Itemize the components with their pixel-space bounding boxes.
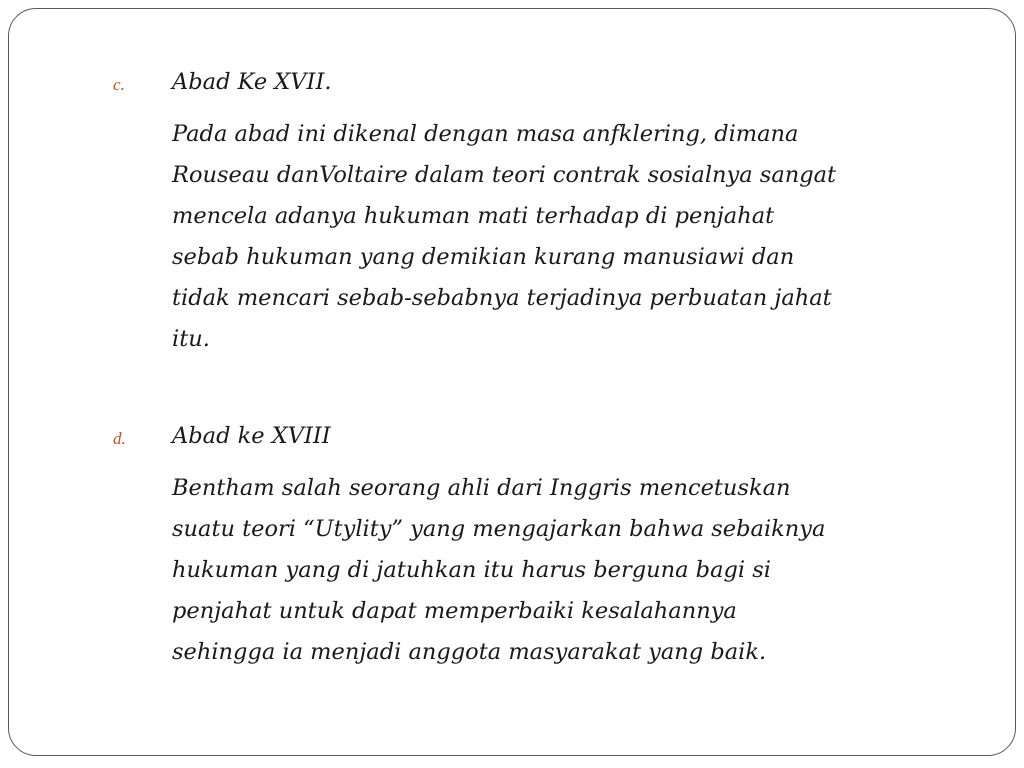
list-marker: c. [113,75,125,94]
paragraph-line: Rouseau danVoltaire dalam teori contrak sosialnya sangat [172,162,837,188]
paragraph-line: hukuman yang di jatuhkan itu harus berguna bagi si [172,557,771,583]
paragraph-line: sebab hukuman yang demikian kurang manusiawi dan [172,244,795,270]
list-marker: d. [113,429,126,448]
paragraph-line: mencela adanya hukuman mati terhadap di penjahat [172,203,775,229]
paragraph-line: penjahat untuk dapat memperbaiki kesalahannya [172,598,737,624]
section-heading: Abad Ke XVII. [172,69,332,95]
paragraph-line: Bentham salah seorang ahli dari Inggris mencetuskan [172,475,791,501]
paragraph-line: Pada abad ini dikenal dengan masa anfklering, dimana [172,121,799,147]
paragraph-line: suatu teori “Utylity” yang mengajarkan bahwa sebaiknya [172,516,826,542]
section-heading: Abad ke XVIII [172,423,331,449]
paragraph-line: tidak mencari sebab-sebabnya terjadinya perbuatan jahat [172,285,832,311]
section-paragraph [172,468,962,673]
section-paragraph [172,114,962,360]
paragraph-line: itu. [172,326,210,352]
paragraph-line: sehingga ia menjadi anggota masyarakat yang baik. [172,639,767,665]
